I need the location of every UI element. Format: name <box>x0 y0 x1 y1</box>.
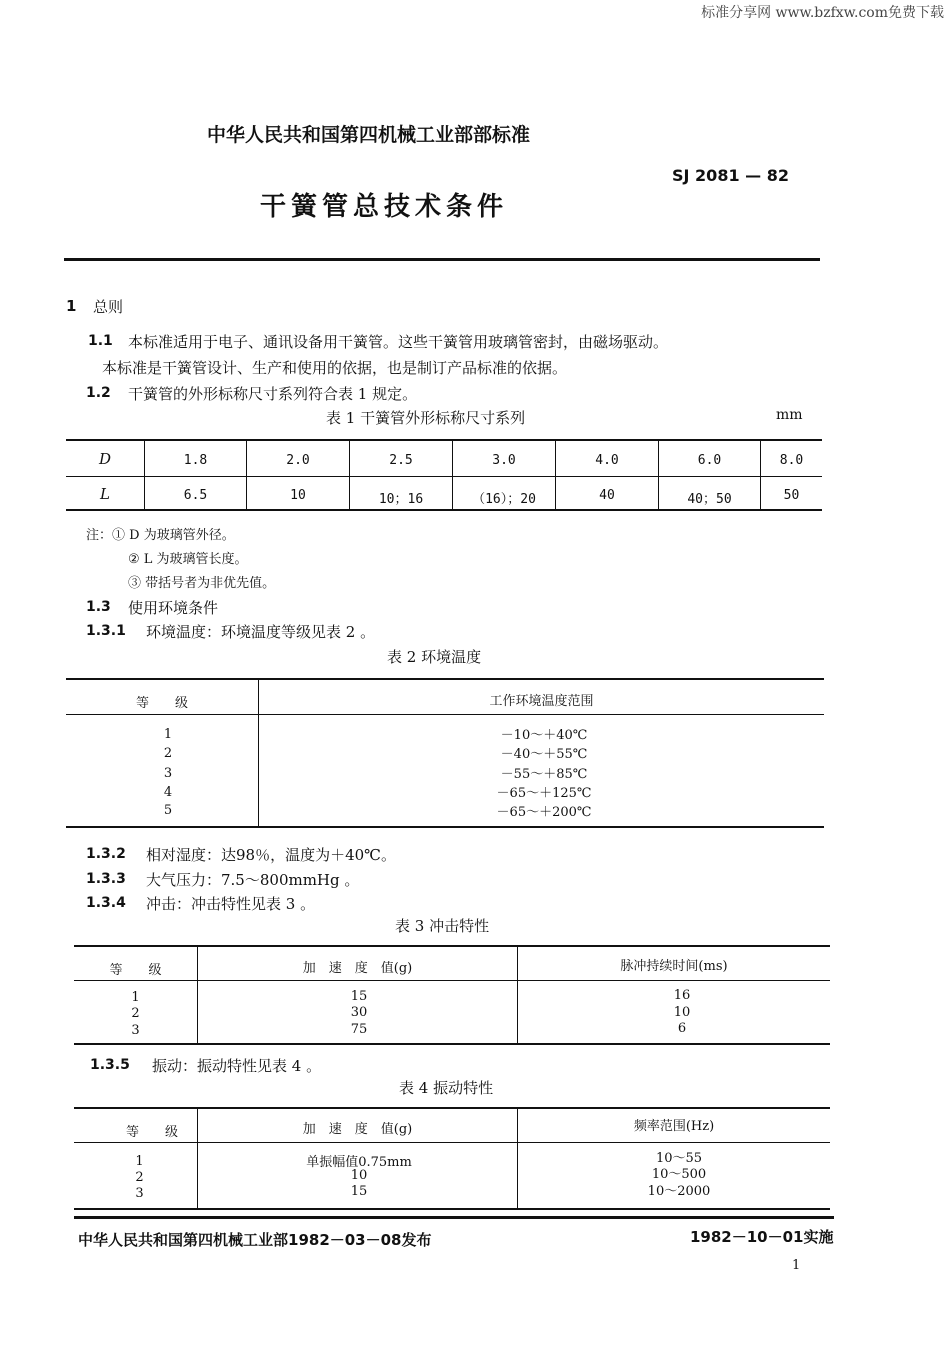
table-4-top-rule <box>74 1107 830 1109</box>
table-1-cell: 2.5 <box>389 453 413 468</box>
table-3-level: 1 <box>131 990 140 1005</box>
clause-1-1-number: 1.1 <box>88 333 113 349</box>
table-4-level: 2 <box>135 1170 144 1185</box>
table-1-cell: 4.0 <box>595 453 619 468</box>
section-1-title: 总则 <box>93 298 124 316</box>
table-3-duration: 16 <box>673 988 691 1003</box>
table-3-accel: 75 <box>350 1022 368 1037</box>
clause-1-2-number: 1.2 <box>86 385 111 401</box>
table-1-cell: （16）；20 <box>472 492 536 507</box>
table-2-level: 4 <box>163 785 173 800</box>
table-2-range: －40～＋55℃ <box>500 747 588 762</box>
table-1-row-label-d: D <box>98 450 112 468</box>
footer-effective: 1982－10－01实施 <box>690 1228 834 1246</box>
table-1-bottom-rule <box>66 509 822 511</box>
section-1-number: 1 <box>66 297 77 315</box>
table-1-caption: 表 1 干簧管外形标称尺寸系列 <box>326 409 526 427</box>
table-2-range: －65～＋200℃ <box>496 805 592 820</box>
table-1-cell: 10 <box>290 488 306 503</box>
table-3-accel: 15 <box>350 989 368 1004</box>
table-4-caption: 表 4 振动特性 <box>399 1079 494 1097</box>
table-2-bottom-rule <box>66 826 824 828</box>
clause-1-3-3-number: 1.3.3 <box>86 871 126 887</box>
table-4-accel: 10 <box>350 1168 368 1183</box>
table-2-range: －65～＋125℃ <box>496 786 592 801</box>
page-number: 1 <box>792 1258 801 1273</box>
ministry-title: 中华人民共和国第四机械工业部部标准 <box>207 124 531 146</box>
watermark: 标准分享网 www.bzfxw.com免费下载 <box>701 5 944 21</box>
table-3-header-duration: 脉冲持续时间(ms) <box>620 959 728 974</box>
table-2-level: 5 <box>163 803 173 818</box>
table-4-header-freq: 频率范围(Hz) <box>633 1119 715 1134</box>
table-1-cell: 50 <box>783 488 800 503</box>
table-1-cell: 40；50 <box>687 492 732 507</box>
table-2-top-rule <box>66 678 824 680</box>
table-2-header-rule <box>66 714 824 715</box>
table-4-accel: 15 <box>350 1184 368 1199</box>
table-4-header-rule <box>74 1142 830 1143</box>
table-4-level: 1 <box>135 1154 144 1169</box>
table-2-caption: 表 2 环境温度 <box>387 648 482 666</box>
table-1-row-label-l: L <box>100 485 110 503</box>
table-2-range: －55～＋85℃ <box>500 767 588 782</box>
table-3-header-accel: 加 速 度 值(g) <box>302 961 413 976</box>
table-1-top-rule <box>66 439 822 441</box>
footer-rule <box>74 1216 834 1219</box>
page-title: 干簧管总技术条件 <box>260 192 509 222</box>
table-1-note: ② L 为玻璃管长度。 <box>128 552 248 567</box>
clause-1-3-2-text: 相对湿度：达98％，温度为＋40℃。 <box>146 846 396 864</box>
table-4-freq: 10～55 <box>655 1151 703 1166</box>
table-1-cell: 6.0 <box>697 453 722 468</box>
clause-1-3-text: 使用环境条件 <box>128 599 219 617</box>
table-4-header-accel: 加 速 度 值(g) <box>302 1122 413 1137</box>
clause-1-2-text: 干簧管的外形标称尺寸系列符合表 1 规定。 <box>128 385 418 403</box>
table-1-cell: 2.0 <box>286 453 310 468</box>
table-4-header-level: 等 级 <box>125 1125 178 1140</box>
table-4-accel: 单振幅值0.75mm <box>306 1155 412 1170</box>
table-4-freq: 10～2000 <box>647 1184 711 1199</box>
table-1-unit: mm <box>776 407 803 423</box>
table-1-cell: 40 <box>599 488 615 503</box>
table-2-level: 2 <box>163 746 173 761</box>
table-2-level: 3 <box>163 766 173 781</box>
clause-1-1-text2: 本标准是干簧管设计、生产和使用的依据，也是制订产品标准的依据。 <box>102 359 568 377</box>
clause-1-3-1-text: 环境温度：环境温度等级见表 2 。 <box>146 623 376 641</box>
table-2-level: 1 <box>163 727 173 742</box>
table-3-caption: 表 3 冲击特性 <box>395 917 490 935</box>
table-4-level: 3 <box>135 1186 144 1201</box>
table-1-cell: 8.0 <box>779 453 804 468</box>
table-3-duration: 10 <box>673 1005 691 1020</box>
table-3-level: 2 <box>131 1006 140 1021</box>
table-1-note: 注：① D 为玻璃管外径。 <box>86 528 235 543</box>
clause-1-3-4-number: 1.3.4 <box>86 895 126 911</box>
clause-1-3-1-number: 1.3.1 <box>86 623 126 639</box>
table-4-bottom-rule <box>74 1208 830 1210</box>
table-2-header-range: 工作环境温度范围 <box>489 694 594 709</box>
table-1-note: ③ 带括号者为非优先值。 <box>128 576 276 591</box>
clause-1-3-2-number: 1.3.2 <box>86 846 126 862</box>
table-2-header-level: 等 级 <box>135 696 188 711</box>
clause-1-3-5-text: 振动：振动特性见表 4 。 <box>152 1057 322 1075</box>
table-1-cell: 1.8 <box>183 453 208 468</box>
table-4-freq: 10～500 <box>651 1167 707 1182</box>
table-3-accel: 30 <box>350 1005 368 1020</box>
table-3-bottom-rule <box>74 1043 830 1045</box>
table-2-range: －10～＋40℃ <box>500 728 588 743</box>
table-3-top-rule <box>74 945 830 947</box>
footer-issued: 中华人民共和国第四机械工业部1982－03－08发布 <box>78 1231 432 1249</box>
clause-1-3-4-text: 冲击：冲击特性见表 3 。 <box>146 895 316 913</box>
table-1-cell: 10；16 <box>378 492 424 507</box>
clause-1-3-3-text: 大气压力：7.5～800mmHg 。 <box>146 871 360 889</box>
table-1-cell: 6.5 <box>183 488 208 503</box>
clause-1-3-5-number: 1.3.5 <box>90 1057 130 1073</box>
table-3-level: 3 <box>131 1023 140 1038</box>
table-1-mid-rule <box>66 476 822 477</box>
standard-code: SJ 2081 — 82 <box>672 166 789 185</box>
clause-1-1-text: 本标准适用于电子、通讯设备用干簧管。这些干簧管用玻璃管密封，由磁场驱动。 <box>128 333 669 351</box>
table-3-header-rule <box>74 980 830 981</box>
table-3-duration: 6 <box>677 1021 687 1036</box>
title-rule <box>64 258 820 261</box>
table-3-header-level: 等 级 <box>109 963 162 978</box>
table-1-cell: 3.0 <box>492 453 516 468</box>
clause-1-3-number: 1.3 <box>86 599 111 615</box>
